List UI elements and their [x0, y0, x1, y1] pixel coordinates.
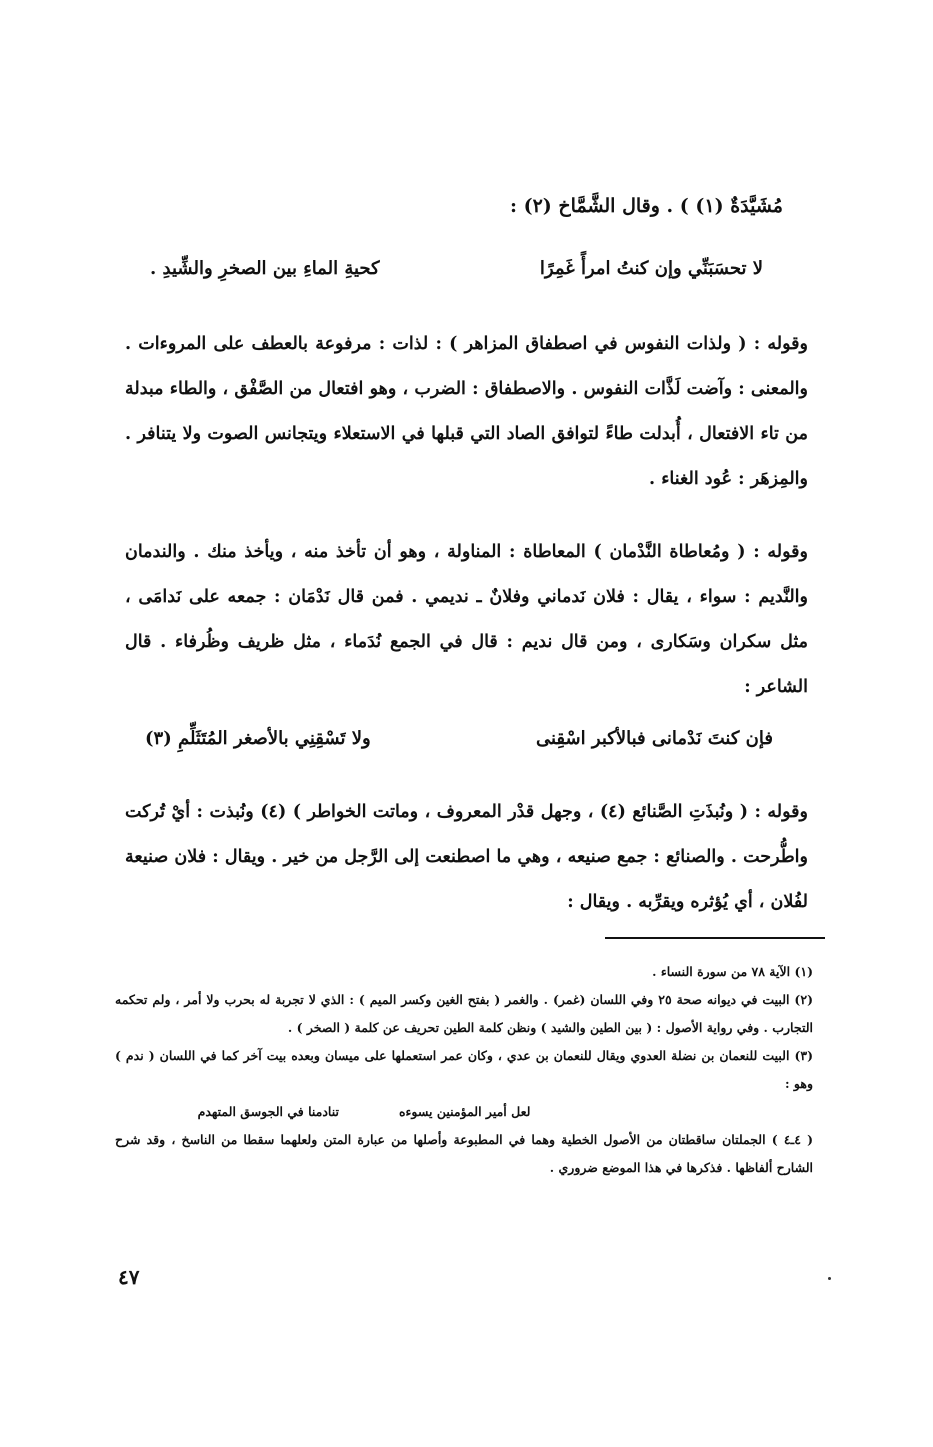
paragraph-companions: وقوله : ( ومُعاطاة النَّدْمان ) المعاطاة : المناولة ، وهو أن تأخذ منه ، ويأخذ منك . والندمان والنَّديم : سواء ، يقال : فلان نَدماني وفلانٌ ـ نديمي . فمن قال نَدْمَان : جمعه على نَدامَى ، مثل سكران وسَكارى ، ومن قال نديم : قال في الجمع نُدَماء ، مثل ظريف وظُرفاء . قال الشاعر :	[125, 542, 808, 697]
verse-first-hemistich: فإن كنتَ نَدْمانى فبالأكبر اسْقِنى	[536, 728, 773, 749]
verse-shammakh	[150, 258, 763, 279]
footnote-2: (٢) البيت في ديوانه صحة ٢٥ وفي اللسان (غمر) . والغمر ( بفتح الغين وكسر الميم ) : الذي لا تجربة له بحرب ولا أمر ، ولم تحكمه التجارب . وفي رواية الأصول : ( بين الطين والشيد ) ونظن كلمة الطين تحريف عن كلمة ( الصخر ) .	[115, 992, 813, 1035]
footnote-3: (٣) البيت للنعمان بن نضلة العدوي ويقال للنعمان بن عدي ، وكان عمر استعملها على ميسان وبعده بيت آخر كما في اللسان ( ندم ) وهو :	[115, 1048, 813, 1091]
footnote-3-verse	[115, 1098, 613, 1126]
footnote-1: (١) الآية ٧٨ من سورة النساء .	[652, 964, 813, 979]
paragraph-pleasures: وقوله : ( ولذات النفوس في اصطفاق المزاهر ) : لذات : مرفوعة بالعطف على المروءات . والمعنى : وآضت لَذَّات النفوس . والاصطفاق : الضرب ، وهو افتعال من الصَّفْق ، والطاء مبدلة من تاء الافتعال ، أُبدلت طاءً لتوافق الصاد التي قبلها في الاستعلاء ويتجانس الصوت ولا يتنافر . والمِزهَر : عُود الغناء .	[125, 334, 808, 489]
footnote-verse-first: لعل أمير المؤمنين يسوءه	[398, 1104, 531, 1119]
verse-second-hemistich: ولا تَسْقِنِي بالأصغر المُتَثَلِّمِ (٣)	[145, 728, 371, 749]
footnote-verse-second: تنادمنا في الجوسق المتهدم	[197, 1104, 339, 1119]
verse-nadman	[145, 728, 773, 749]
margin-dot	[828, 1277, 831, 1280]
page-number: ٤٧	[118, 1265, 140, 1289]
verse-first-hemistich: لا تحسَبَنِّي وإن كنتُ امرأً غَمِرًا	[539, 258, 763, 279]
intro-line: مُشَيَّدَةٌ (١) ) . وقال الشَّمَّاخ (٢) :	[509, 195, 783, 217]
footnote-separator	[605, 937, 825, 939]
verse-second-hemistich: كحيةِ الماءِ بين الصخرِ والشِّيدِ .	[150, 258, 380, 279]
footnote-4: ( ٤ـ٤ ) الجملتان ساقطتان من الأصول الخطية وهما في المطبوعة وأصلها من عبارة المتن ولعلهما سقطا من الناسخ ، وقد شرح الشارح ألفاظها . فذكرها في هذا الموضع ضروري .	[115, 1132, 813, 1175]
footnotes	[115, 958, 813, 1182]
paragraph-favors: وقوله : ( ونُبذَتِ الصَّنائع (٤) ، وجهل قدْر المعروف ، وماتت الخواطر ) (٤) ونُبذت : أيْ تُركت واطُّرحت . والصنائع : جمع صنيعه ، وهي ما اصطنعت إلى الرَّجل من خير . ويقال : فلان صنيعة لفُلان ، أي يُؤثره ويقرِّبه . ويقال :	[125, 802, 808, 912]
